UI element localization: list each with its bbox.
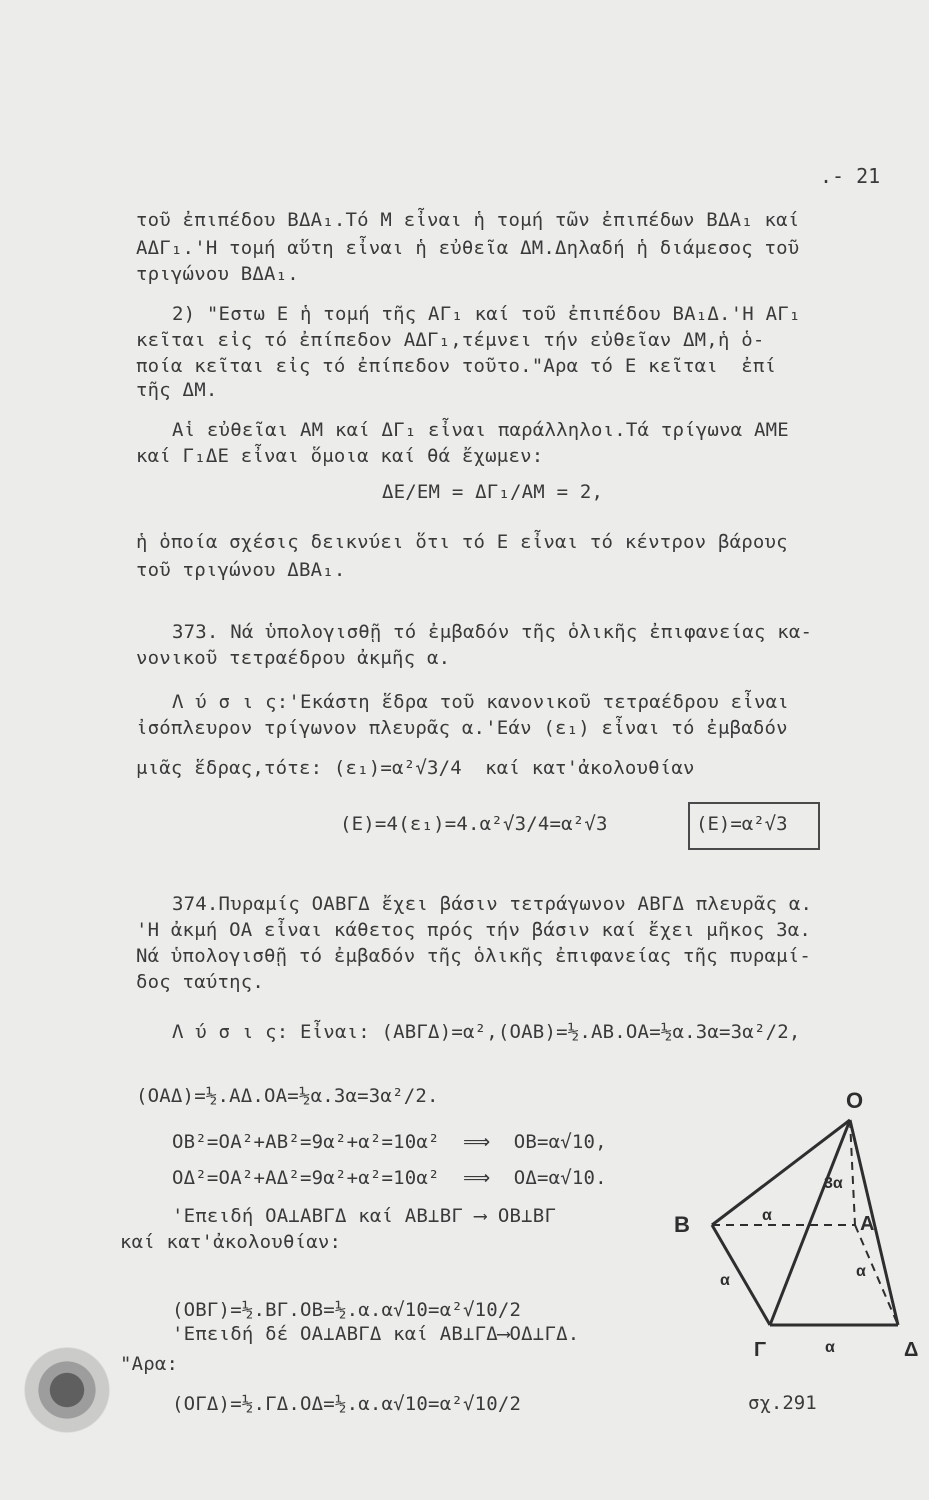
result-text: (Ε)=α²√3 bbox=[696, 813, 788, 835]
formula-line: (ΟΒΓ)=½.ΒΓ.ΟΒ=½.α.α√10=α²√10/2 bbox=[172, 1299, 522, 1321]
formula-line: ΟΔ²=ΟΑ²+ΑΔ²=9α²+α²=10α² ⟹ ΟΔ=α√10. bbox=[172, 1167, 607, 1189]
text-line: τριγώνου ΒΔΑ₁. bbox=[136, 263, 299, 285]
height-label: 3α bbox=[824, 1175, 843, 1192]
figure-caption: σχ.291 bbox=[748, 1392, 817, 1414]
text-line: ἰσόπλευρον τρίγωνον πλευρᾶς α.'Εάν (ε₁) εἶναι τό ἐμβαδόν bbox=[136, 717, 788, 739]
page-stain bbox=[22, 1340, 112, 1440]
text-line: καί Γ₁ΔΕ εἶναι ὅμοια καί θά ἔχωμεν: bbox=[136, 445, 544, 467]
vertex-label-g: Γ bbox=[754, 1339, 767, 1361]
text-line: ποία κεῖται εἰς τό ἐπίπεδον τοῦτο."Αρα τό Ε κεῖται ἐπί bbox=[136, 355, 777, 377]
text-line: νονικοῦ τετραέδρου ἀκμῆς α. bbox=[136, 647, 451, 669]
result-box bbox=[688, 802, 820, 850]
text-line: "Αρα: bbox=[120, 1353, 179, 1375]
formula-line: (ΟΑΔ)=½.ΑΔ.ΟΑ=½α.3α=3α²/2. bbox=[136, 1085, 439, 1107]
text-line: ἡ ὁποία σχέσις δεικνύει ὅτι τό Ε εἶναι τό κέντρον βάρους bbox=[136, 531, 788, 553]
page-number: .- 21 bbox=[820, 164, 881, 188]
text-line: μιᾶς ἕδρας,τότε: (ε₁)=α²√3/4 καί κατ'ἀκολουθίαν bbox=[136, 757, 695, 779]
formula-line: (Ε)=4(ε₁)=4.α²√3/4=α²√3 bbox=[340, 813, 608, 835]
text-line: καί κατ'ἀκολουθίαν: bbox=[120, 1231, 342, 1253]
text-line: τοῦ τριγώνου ΔΒΑ₁. bbox=[136, 559, 346, 581]
problem-374: 374.Πυραμίς ΟΑΒΓΔ ἔχει βάσιν τετράγωνον ΑΒΓΔ πλευρᾶς α. bbox=[172, 893, 813, 915]
formula-line: (ΟΓΔ)=½.ΓΔ.ΟΔ=½.α.α√10=α²√10/2 bbox=[172, 1393, 522, 1415]
vertex-label-d: Δ bbox=[904, 1339, 919, 1361]
text-line: 2) "Εστω Ε ἡ τομή τῆς ΑΓ₁ καί τοῦ ἐπιπέδου ΒΑ₁Δ.'Η ΑΓ₁ bbox=[172, 303, 801, 325]
pyramid-figure bbox=[670, 1080, 929, 1430]
text-line: τῆς ΔΜ. bbox=[136, 379, 218, 401]
text-line: 'Επειδή ΟΑ⊥ΑΒΓΔ καί ΑΒ⊥ΒΓ ⟶ ΟΒ⊥ΒΓ bbox=[172, 1205, 557, 1227]
text-line: δος ταύτης. bbox=[136, 971, 265, 993]
vertex-label-a: Α bbox=[860, 1213, 875, 1235]
text-line: τοῦ ἐπιπέδου ΒΔΑ₁.Τό Μ εἶναι ἡ τομή τῶν ἐπιπέδων ΒΔΑ₁ καί bbox=[136, 209, 800, 231]
text-line: Νά ὑπολογισθῇ τό ἐμβαδόν τῆς ὁλικῆς ἐπιφανείας τῆς πυραμί- bbox=[136, 945, 812, 967]
formula-line: ΟΒ²=ΟΑ²+ΑΒ²=9α²+α²=10α² ⟹ ΟΒ=α√10, bbox=[172, 1131, 607, 1153]
edge-label: α bbox=[762, 1207, 772, 1224]
vertex-label-o: Ο bbox=[846, 1088, 864, 1113]
edge-label: α bbox=[720, 1272, 730, 1289]
vertex-label-b: Β bbox=[674, 1212, 690, 1237]
solution-heading: Λ ύ σ ι ς:'Εκάστη ἕδρα τοῦ κανονικοῦ τετραέδρου εἶναι bbox=[172, 691, 789, 713]
text-line: κεῖται εἰς τό ἐπίπεδον ΑΔΓ₁,τέμνει τήν εὐθεῖαν ΔΜ,ἡ ὁ- bbox=[136, 329, 765, 351]
text-line: 'Επειδή δέ ΟΑ⊥ΑΒΓΔ καί ΑΒ⊥ΓΔ⟶ΟΔ⊥ΓΔ. bbox=[172, 1323, 580, 1345]
solution-heading: Λ ύ σ ι ς: Εἶναι: (ΑΒΓΔ)=α²,(ΟΑΒ)=½.ΑΒ.ΟΑ=½α.3α=3α²/2, bbox=[172, 1021, 801, 1043]
edge-label: α bbox=[825, 1339, 835, 1356]
text-line: Αἱ εὐθεῖαι ΑΜ καί ΔΓ₁ εἶναι παράλληλοι.Τά τρίγωνα ΑΜΕ bbox=[172, 419, 789, 441]
problem-373: 373. Νά ὑπολογισθῇ τό ἐμβαδόν τῆς ὁλικῆς ἐπιφανείας κα- bbox=[172, 621, 813, 643]
text-line: 'Η ἀκμή ΟΑ εἶναι κάθετος πρός τήν βάσιν καί ἔχει μῆκος 3α. bbox=[136, 919, 812, 941]
text-line: ΑΔΓ₁.'Η τομή αὕτη εἶναι ἡ εὐθεῖα ΔΜ.Δηλαδή ἡ διάμεσος τοῦ bbox=[136, 237, 800, 259]
edge-label: α bbox=[856, 1263, 866, 1280]
formula-line: ΔΕ/ΕΜ = ΔΓ₁/ΑΜ = 2, bbox=[382, 481, 604, 503]
